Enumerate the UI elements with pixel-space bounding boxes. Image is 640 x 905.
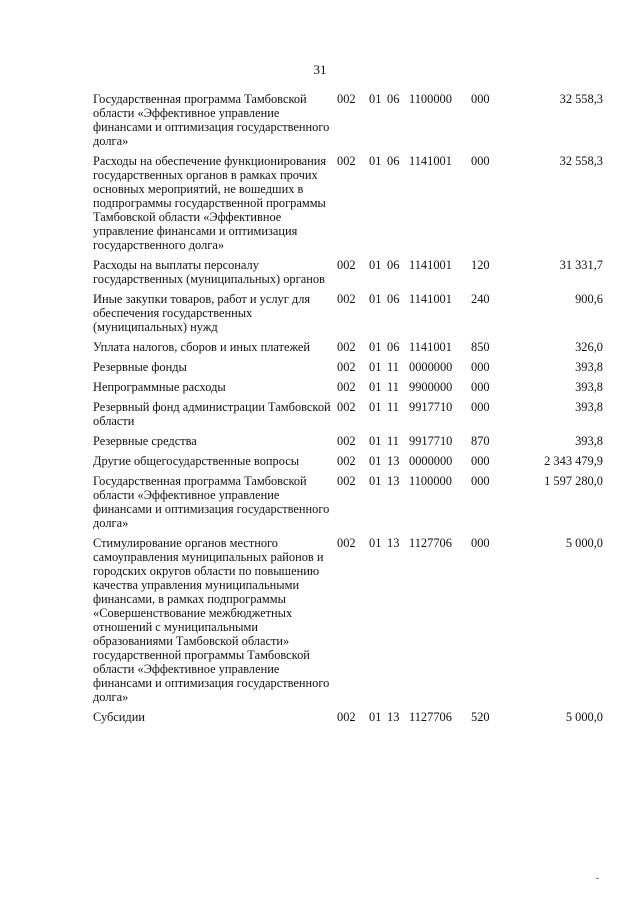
row-target-code: 1141001 bbox=[409, 340, 452, 354]
row-section-code: 01 bbox=[369, 258, 382, 272]
row-section-code: 01 bbox=[369, 474, 382, 488]
row-section-code: 01 bbox=[369, 400, 382, 414]
row-subsection-code: 13 bbox=[387, 710, 400, 724]
budget-table bbox=[93, 92, 603, 730]
row-name: Непрограммные расходы bbox=[93, 380, 226, 394]
row-subsection-code: 11 bbox=[387, 400, 399, 414]
row-expense-type-code: 000 bbox=[471, 536, 490, 550]
row-section-code: 01 bbox=[369, 454, 382, 468]
row-expense-type-code: 870 bbox=[471, 434, 490, 448]
row-name: Субсидии bbox=[93, 710, 145, 724]
row-subsection-code: 11 bbox=[387, 380, 399, 394]
row-name: Стимулирование органов местного самоуправления муниципальных районов и городских округов области по повышению качества управления муниципальными финансами, в рамках подпрограммы «Совершенствование межбюджетных отношений с муниципальными образованиями Тамбовской области» государственной программы Тамбовской области «Эффективное управление финансами и оптимизация государственного долга» bbox=[93, 536, 330, 704]
budget-table-body bbox=[93, 92, 603, 730]
row-target-code: 1100000 bbox=[409, 474, 452, 488]
row-target-code: 9900000 bbox=[409, 380, 453, 394]
row-name: Иные закупки товаров, работ и услуг для обеспечения государственных (муниципальных) нужд bbox=[93, 292, 311, 334]
row-amount: 5 000,0 bbox=[565, 536, 603, 550]
row-grbs-code: 002 bbox=[337, 474, 356, 488]
row-name: Резервные средства bbox=[93, 434, 197, 448]
row-amount: 32 558,3 bbox=[559, 154, 603, 168]
row-grbs-code: 002 bbox=[337, 400, 356, 414]
row-grbs-code: 002 bbox=[337, 710, 356, 724]
row-subsection-code: 06 bbox=[387, 258, 400, 272]
row-amount: 393,8 bbox=[575, 434, 603, 448]
row-amount: 393,8 bbox=[575, 400, 603, 414]
row-amount: 393,8 bbox=[575, 360, 603, 374]
row-target-code: 0000000 bbox=[409, 454, 453, 468]
row-expense-type-code: 850 bbox=[471, 340, 490, 354]
table-row bbox=[93, 454, 603, 474]
row-expense-type-code: 520 bbox=[471, 710, 490, 724]
row-section-code: 01 bbox=[369, 154, 382, 168]
row-expense-type-code: 000 bbox=[471, 400, 490, 414]
page-number: 31 bbox=[313, 62, 327, 77]
row-amount: 31 331,7 bbox=[559, 258, 603, 272]
row-grbs-code: 002 bbox=[337, 92, 356, 106]
row-section-code: 01 bbox=[369, 434, 382, 448]
table-row bbox=[93, 710, 603, 730]
row-subsection-code: 11 bbox=[387, 360, 399, 374]
row-section-code: 01 bbox=[369, 340, 382, 354]
row-name: Государственная программа Тамбовской области «Эффективное управление финансами и оптимизация государственного долга» bbox=[93, 474, 330, 530]
row-expense-type-code: 000 bbox=[471, 380, 490, 394]
table-row bbox=[93, 400, 603, 434]
table-row bbox=[93, 536, 603, 710]
row-target-code: 1127706 bbox=[409, 536, 452, 550]
row-grbs-code: 002 bbox=[337, 340, 356, 354]
table-row bbox=[93, 434, 603, 454]
row-expense-type-code: 120 bbox=[471, 258, 490, 272]
table-row bbox=[93, 360, 603, 380]
row-section-code: 01 bbox=[369, 360, 382, 374]
row-grbs-code: 002 bbox=[337, 292, 356, 306]
row-subsection-code: 11 bbox=[387, 434, 399, 448]
row-target-code: 1141001 bbox=[409, 258, 452, 272]
row-grbs-code: 002 bbox=[337, 154, 356, 168]
row-amount: 393,8 bbox=[575, 380, 603, 394]
row-target-code: 1141001 bbox=[409, 292, 452, 306]
row-target-code: 1141001 bbox=[409, 154, 452, 168]
row-name: Резервные фонды bbox=[93, 360, 187, 374]
row-grbs-code: 002 bbox=[337, 380, 356, 394]
row-amount: 900,6 bbox=[575, 292, 603, 306]
table-row bbox=[93, 92, 603, 154]
row-name: Государственная программа Тамбовской области «Эффективное управление финансами и оптимизация государственного долга» bbox=[93, 92, 330, 148]
row-amount: 5 000,0 bbox=[565, 710, 603, 724]
row-name: Уплата налогов, сборов и иных платежей bbox=[93, 340, 311, 354]
row-name: Другие общегосударственные вопросы bbox=[93, 454, 300, 468]
row-grbs-code: 002 bbox=[337, 360, 356, 374]
row-amount: 1 597 280,0 bbox=[544, 474, 603, 488]
row-amount: 32 558,3 bbox=[559, 92, 603, 106]
row-target-code: 9917710 bbox=[409, 400, 453, 414]
table-row bbox=[93, 380, 603, 400]
row-name: Расходы на обеспечение функционирования государственных органов в рамках прочих основных мероприятий, не вошедших в подпрограммы государственной программы Тамбовской области «Эффективное управление финансами и оптимизация государственного долга» bbox=[93, 154, 327, 252]
row-name: Резервный фонд администрации Тамбовской области bbox=[93, 400, 331, 428]
row-grbs-code: 002 bbox=[337, 258, 356, 272]
table-row bbox=[93, 258, 603, 292]
row-name: Расходы на выплаты персоналу государственных (муниципальных) органов bbox=[93, 258, 325, 286]
table-row bbox=[93, 154, 603, 258]
row-subsection-code: 06 bbox=[387, 154, 400, 168]
row-section-code: 01 bbox=[369, 292, 382, 306]
row-expense-type-code: 000 bbox=[471, 154, 490, 168]
row-expense-type-code: 000 bbox=[471, 474, 490, 488]
table-row bbox=[93, 340, 603, 360]
row-subsection-code: 06 bbox=[387, 292, 400, 306]
row-section-code: 01 bbox=[369, 710, 382, 724]
row-expense-type-code: 000 bbox=[471, 454, 490, 468]
row-subsection-code: 06 bbox=[387, 340, 400, 354]
row-target-code: 1100000 bbox=[409, 92, 452, 106]
row-target-code: 1127706 bbox=[409, 710, 452, 724]
row-expense-type-code: 000 bbox=[471, 92, 490, 106]
row-expense-type-code: 000 bbox=[471, 360, 490, 374]
row-target-code: 9917710 bbox=[409, 434, 453, 448]
row-subsection-code: 13 bbox=[387, 536, 400, 550]
table-row bbox=[93, 292, 603, 340]
row-grbs-code: 002 bbox=[337, 454, 356, 468]
row-expense-type-code: 240 bbox=[471, 292, 490, 306]
row-section-code: 01 bbox=[369, 536, 382, 550]
row-section-code: 01 bbox=[369, 92, 382, 106]
row-grbs-code: 002 bbox=[337, 536, 356, 550]
row-subsection-code: 13 bbox=[387, 474, 400, 488]
row-amount: 2 343 479,9 bbox=[544, 454, 603, 468]
row-section-code: 01 bbox=[369, 380, 382, 394]
row-subsection-code: 06 bbox=[387, 92, 400, 106]
scan-artifact bbox=[596, 878, 599, 879]
row-grbs-code: 002 bbox=[337, 434, 356, 448]
row-amount: 326,0 bbox=[575, 340, 603, 354]
row-subsection-code: 13 bbox=[387, 454, 400, 468]
table-row bbox=[93, 474, 603, 536]
row-target-code: 0000000 bbox=[409, 360, 453, 374]
